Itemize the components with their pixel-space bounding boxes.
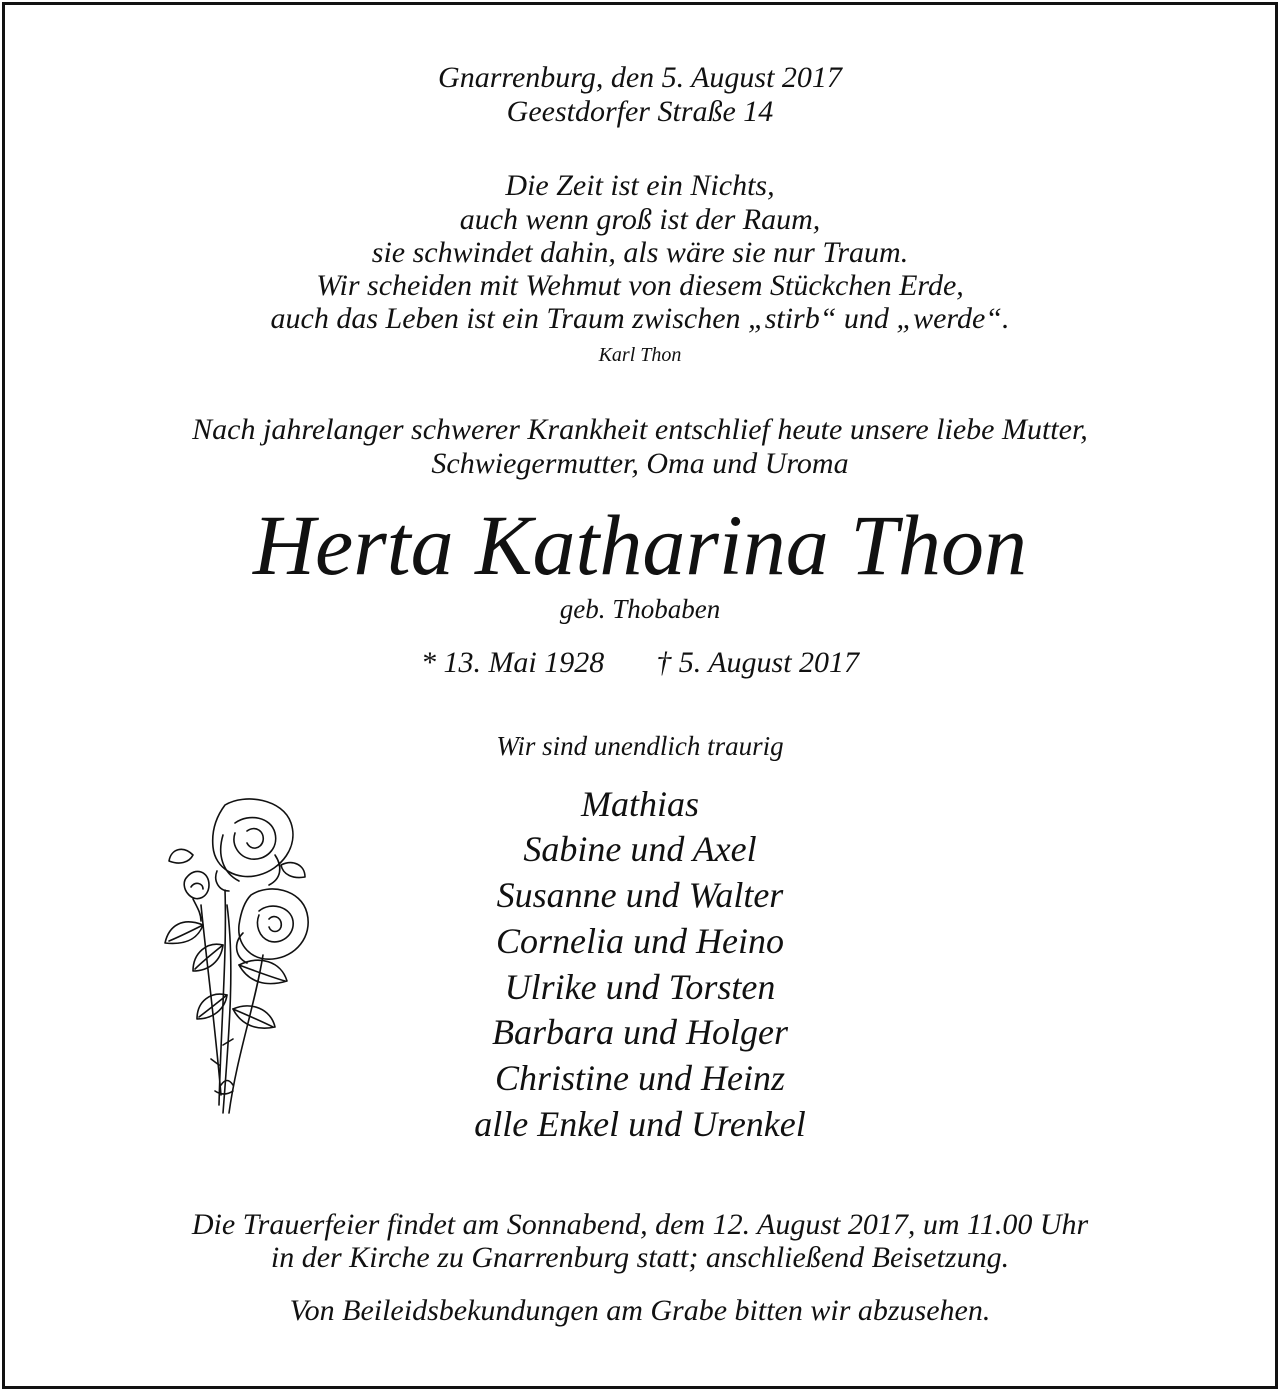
funeral-line: in der Kirche zu Gnarrenburg statt; anschließend Beisetzung.: [270, 1241, 1010, 1274]
rose-icon: [163, 795, 323, 1120]
birth-date: * 13. Mai 1928: [420, 646, 605, 679]
funeral-line: Die Trauerfeier findet am Sonnabend, dem 12. August 2017, um 11.00 Uhr: [191, 1208, 1089, 1241]
obituary-frame: [2, 2, 1278, 1389]
mourner-name: Ulrike und Torsten: [504, 967, 776, 1007]
poem-author: Karl Thon: [598, 344, 682, 366]
condolence-note: Von Beileidsbekundungen am Grabe bitten wir abzusehen.: [289, 1294, 991, 1327]
poem-line: auch das Leben ist ein Traum zwischen „stirb“ und „werde“.: [270, 302, 1010, 335]
poem-line: sie schwindet dahin, als wäre sie nur Traum.: [371, 236, 909, 269]
mourner-name: Cornelia und Heino: [496, 921, 784, 961]
poem-line: auch wenn groß ist der Raum,: [459, 203, 821, 236]
mourner-name: Barbara und Holger: [492, 1012, 788, 1052]
maiden-name: geb. Thobaben: [559, 594, 721, 624]
address: Geestdorfer Straße 14: [506, 95, 774, 128]
deceased-name: Herta Katharina Thon: [252, 497, 1028, 593]
death-date: † 5. August 2017: [656, 646, 860, 679]
poem-line: Wir scheiden mit Wehmut von diesem Stückchen Erde,: [316, 269, 964, 302]
intro-line: Schwiegermutter, Oma und Uroma: [431, 447, 849, 480]
mourner-name: Mathias: [580, 784, 699, 824]
life-dates: [5, 646, 1275, 680]
intro-line: Nach jahrelanger schwerer Krankheit entschlief heute unsere liebe Mutter,: [192, 413, 1088, 446]
mourner-name: Christine und Heinz: [494, 1058, 785, 1098]
place-date: Gnarrenburg, den 5. August 2017: [438, 61, 842, 94]
poem-line: Die Zeit ist ein Nichts,: [505, 169, 775, 202]
mourner-name: Susanne und Walter: [496, 875, 784, 915]
mourner-name: alle Enkel und Urenkel: [474, 1104, 806, 1144]
mourner-name: Sabine und Axel: [523, 829, 757, 869]
mourners-heading: Wir sind unendlich traurig: [496, 731, 784, 761]
